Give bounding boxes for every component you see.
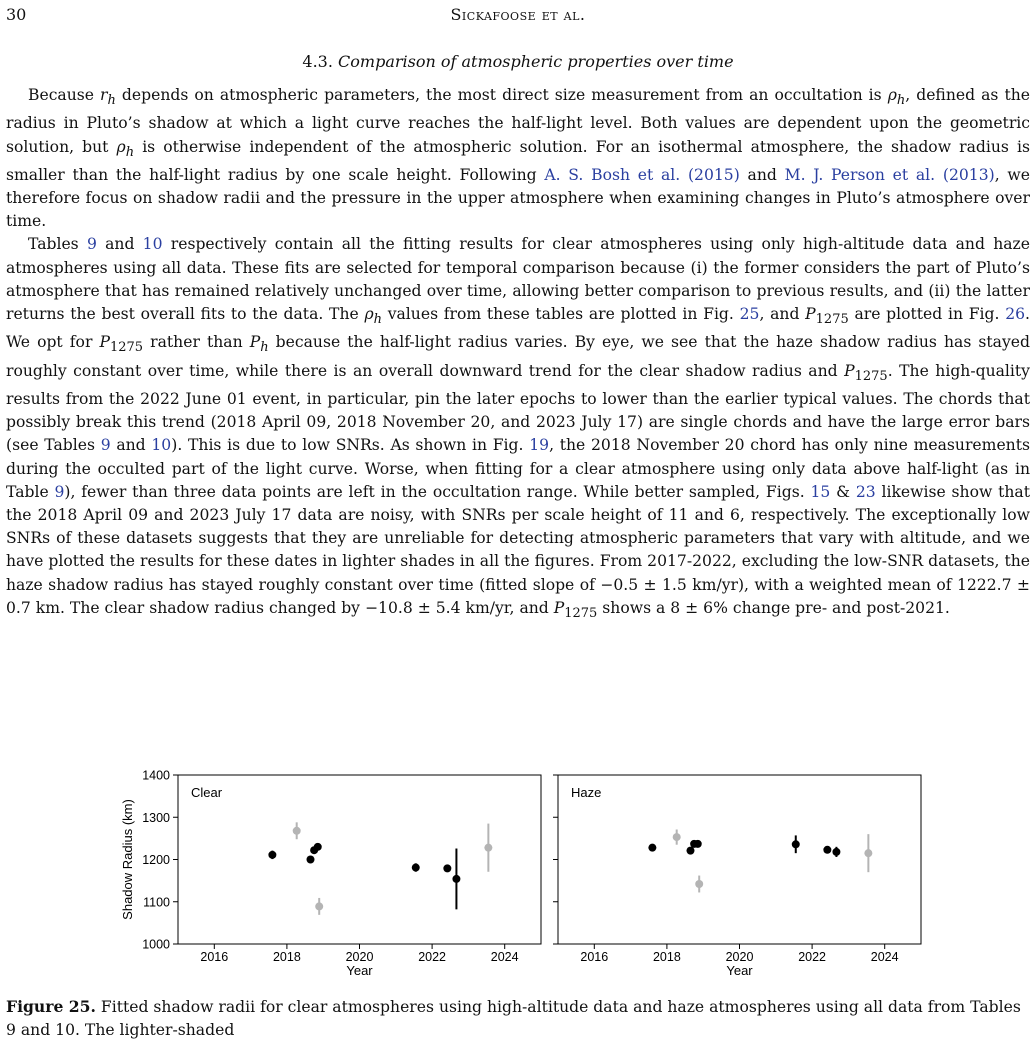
citation-link[interactable]: M. J. Person et al. (2013) [784, 165, 995, 184]
text-span: rather than [143, 333, 250, 352]
text-span: depends on atmospheric parameters, the most direct size measurement from an occultation is [115, 86, 888, 104]
panel-1-x-axis-label: Year [346, 963, 373, 978]
panel-2-data-point [695, 880, 703, 888]
section-number: 4.3. [302, 52, 333, 71]
citation-link[interactable]: A. S. Bosh et al. (2015) [544, 165, 740, 184]
panel-1-y-axis-label: Shadow Radius (km) [120, 799, 135, 920]
text-span: ), fewer than three data points are left in the occultation range. While better sampled, Figs. [64, 482, 811, 501]
text-span: . We opt for [6, 305, 1030, 352]
math-subscript: 1275 [854, 368, 888, 384]
panel-1-y-tick-label: 1200 [142, 853, 170, 867]
math-value: −0.5 ± 1.5 km/yr [600, 575, 738, 594]
panel-1-x-tick-label: 2022 [418, 950, 447, 964]
math-symbol: P [249, 333, 261, 352]
math-subscript: h [125, 144, 135, 160]
text-span: . The high-quality results from the 2022 June 01 event, in particular, pin the later epochs to lower than the earlier typical values. The chords that possibly break this trend (2018 April 09, 2018 November 20, and 2023 July 17) are single chords and have the large error bars (see Tables [6, 361, 1030, 455]
panel-1-x-tick-label: 2016 [200, 950, 229, 964]
text-span: values from these tables are plotted in Fig. [381, 305, 740, 324]
text-span: , we therefore focus on shadow radii and the pressure in the upper atmosphere when examining changes in Pluto’s atmosphere over time. [6, 165, 1030, 231]
math-symbol: P [805, 305, 816, 324]
text-span: ), with a weighted mean of [737, 575, 957, 594]
text-span: & [830, 482, 856, 501]
shadow-radius-figure [0, 760, 1036, 990]
text-span: is otherwise independent of the atmospheric solution. For an isothermal atmosphere, the shadow radius is smaller than the half-light radius by one scale height. Following [6, 137, 1030, 184]
paragraph-1 [6, 84, 1030, 233]
math-subscript: 1275 [109, 340, 144, 356]
page-number: 30 [6, 5, 27, 24]
caption-label: Figure 25. [6, 997, 96, 1016]
panel-1-data-point [452, 875, 460, 883]
panel-1-data-point [293, 827, 301, 835]
panel-1-data-point [268, 851, 276, 859]
text-span: ). This is due to low SNRs. As shown in Fig. [171, 436, 530, 455]
text-span: , and [759, 305, 806, 324]
text-span: respectively contain all the fitting results for clear atmospheres using only high-altitude data and haze atmospheres using all data. These fits are selected for temporal comparison because (i) the former considers the part of Pluto’s atmosphere that has remained relatively unchanged over time, allowing better comparison to previous results, and (ii) the latter returns the best overall fits to the data. The [6, 235, 1030, 324]
panel-1-x-tick-label: 2018 [272, 950, 301, 964]
panel-2-x-tick-label: 2020 [725, 950, 754, 964]
math-subscript: 1275 [564, 605, 598, 621]
math-value: 1222.7 ± 0.7 km [6, 575, 1030, 617]
panel-2-data-point [864, 849, 872, 857]
text-span: , defined as the radius in Pluto’s shadow at which a light curve reaches the half-light level. Both values are dependent upon the geometric solution, but [6, 86, 1031, 156]
panel-1-data-point [484, 844, 492, 852]
running-head: Sickafoose et al. [450, 5, 586, 24]
panel-1-data-point [306, 856, 314, 864]
math-value: 8 ± 6% [670, 598, 728, 617]
math-subscript: h [260, 340, 269, 356]
text-span: and [739, 165, 785, 184]
paragraph-2 [6, 233, 1030, 625]
figure-link[interactable]: 19 [529, 436, 550, 455]
panel-1-data-point [412, 864, 420, 872]
body-text [6, 84, 1030, 625]
figure-caption [6, 995, 1030, 1039]
math-symbol: ρ [364, 305, 374, 324]
panel-1-data-point [314, 843, 322, 851]
text-span: change pre- and post-2021. [727, 598, 950, 617]
text-span: and [96, 235, 143, 254]
panel-2-data-point [686, 847, 694, 855]
panel-2-frame [558, 775, 921, 944]
text-span: , the 2018 November 20 chord has only nine measurements during the occulted part of the light curve. Worse, when fitting for a clear atmosphere using only data above half-light (as in Table [6, 436, 1030, 501]
text-span: . The clear shadow radius changed by [60, 598, 365, 617]
panel-1-y-tick-label: 1400 [142, 768, 170, 783]
math-symbol: ρ [887, 86, 897, 104]
page-header [6, 5, 1030, 27]
panel-1-data-point [315, 902, 323, 910]
table-link[interactable]: 10 [151, 436, 172, 455]
panel-2-data-point [648, 844, 656, 852]
table-link[interactable]: 10 [142, 235, 163, 254]
math-subscript: 1275 [815, 312, 849, 328]
math-value: −10.8 ± 5.4 km/yr [364, 598, 510, 617]
section-title: Comparison of atmospheric properties over time [338, 52, 734, 71]
panel-2-x-tick-label: 2018 [652, 950, 681, 964]
caption-text: Fitted shadow radii for clear atmospheres using high-altitude data and haze atmospheres using all data from Tables 9 and 10. The lighter-shaded [6, 998, 1021, 1039]
panel-2-x-axis-label: Year [726, 963, 753, 978]
panel-1-x-tick-label: 2020 [345, 950, 374, 964]
figure-link[interactable]: 26 [1005, 305, 1026, 324]
math-subscript: h [107, 93, 116, 109]
text-span: , and [509, 598, 554, 617]
math-symbol: ρ [116, 137, 126, 156]
text-span: because the half-light radius varies. By eye, we see that the haze shadow radius has stayed roughly constant over time, while there is an overall downward trend for the clear shadow radius and [6, 333, 1030, 380]
panel-2-data-point [694, 840, 702, 848]
figure-link[interactable]: 25 [739, 305, 760, 324]
math-symbol: r [100, 86, 108, 104]
panel-1-y-tick-label: 1300 [142, 810, 170, 825]
panel-1-y-tick-label: 1100 [143, 895, 170, 910]
text-span: shows a [597, 598, 671, 617]
panel-2-x-tick-label: 2016 [580, 950, 609, 964]
figure-link[interactable]: 15 [810, 482, 831, 501]
math-subscript: h [896, 93, 906, 109]
panel-2-data-point [823, 846, 831, 854]
math-symbol: P [553, 598, 565, 617]
text-span: are plotted in Fig. [848, 305, 1006, 324]
section-heading [0, 52, 1036, 71]
text-span: Tables [28, 235, 87, 254]
figure-link[interactable]: 23 [855, 482, 876, 501]
panel-2-data-point [832, 848, 840, 856]
panel-2-x-tick-label: 2024 [870, 950, 899, 964]
panel-1-x-tick-label: 2024 [490, 950, 519, 964]
text-span: likewise show that the 2018 April 09 and 2023 July 17 data are noisy, with SNRs per scale height of 11 and 6, respectively. The exceptionally low SNRs of these datasets suggests that they are unreliable for detecting atmospheric parameters that vary with altitude, and we have plotted the results for these dates in lighter shades in all the figures. From 2017-2022, excluding the low-SNR datasets, the haze shadow radius has stayed roughly constant over time (fitted slope of [6, 482, 1030, 594]
panel-1-panel-label: Clear [191, 785, 223, 800]
figure-25 [0, 760, 1036, 990]
math-subscript: h [373, 312, 382, 328]
panel-1-y-tick-label: 1000 [142, 937, 170, 952]
table-link[interactable]: 9 [86, 235, 97, 254]
math-symbol: P [99, 333, 110, 352]
panel-2-panel-label: Haze [571, 785, 602, 800]
panel-2-data-point [792, 840, 800, 848]
panel-2-x-tick-label: 2022 [798, 950, 827, 964]
math-symbol: P [844, 361, 855, 380]
table-link[interactable]: 9 [54, 482, 65, 501]
panel-1-frame [178, 775, 541, 944]
panel-1-data-point [443, 864, 451, 872]
text-span: and [110, 436, 152, 455]
panel-2-data-point [673, 833, 681, 841]
table-link[interactable]: 9 [100, 436, 111, 455]
text-span: Because [28, 86, 101, 104]
